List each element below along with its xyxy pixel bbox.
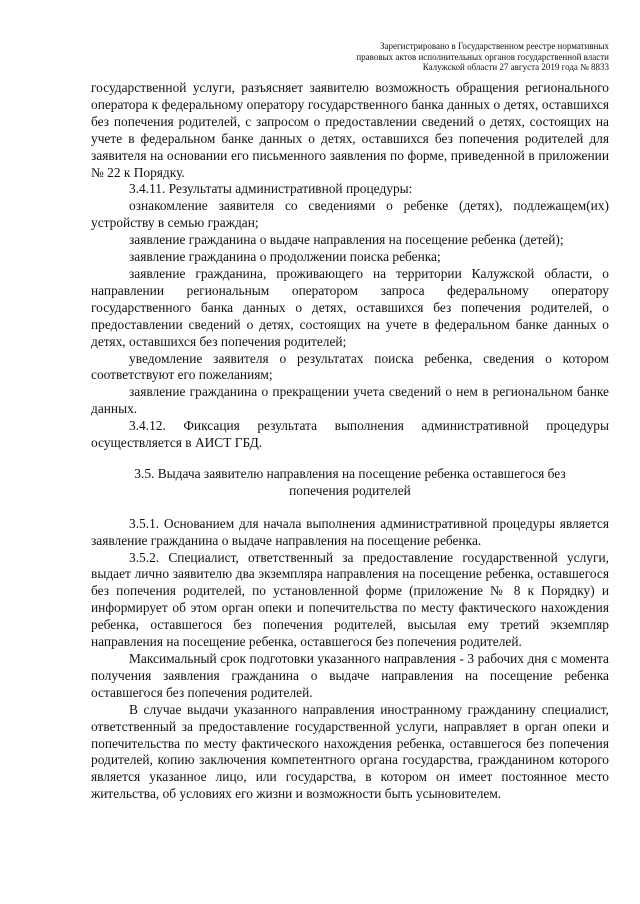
result-item-notification: уведомление заявителя о результатах поиска ребенка, сведения о котором соответствуют его пожеланиям;	[91, 350, 609, 383]
paragraph-3-4-11: 3.4.11. Результаты административной процедуры:	[129, 181, 413, 197]
paragraph-continuation: государственной услуги, разъясняет заявителю возможность обращения регионального оператора к федеральному оператору государственного банка данных о детях, оставшихся без попечения родителей, с запросом о предоставлении сведений о детях, состоящих на учете в федеральном банке данных о детях, оставшихся без попечения родителей для заявителя на основании его письменного заявления по форме, приведенной в приложении № 22 к Порядку.	[91, 80, 609, 180]
registration-stamp	[309, 41, 609, 73]
result-item-visit-application: заявление гражданина о выдаче направления на посещение ребенка (детей);	[129, 232, 564, 248]
result-item-federal-request: заявление гражданина, проживающего на территории Калужской области, о направлении региональным оператором запроса федеральному оператору государственного банка данных о детях, оставшихся без попечения родителей, о предоставлении сведений о детях, состоящих на учете в федеральном банке данных о детях, оставшихся без попечения родителей;	[91, 265, 609, 349]
document-body	[91, 80, 609, 803]
paragraph-3-5-2: 3.5.2. Специалист, ответственный за предоставление государственной услуги, выдает лично заявителю два экземпляра направления на посещение ребенка, оставшегося без попечения родителей, по установленной форме (приложение № 8 к Порядку) и информирует об этом орган опеки и попечительства по месту фактического нахождения ребенка, оставшегося без попечения родителей, высылая ему третий экземпляр направления на посещение ребенка, оставшегося без попечения родителей.	[91, 549, 609, 650]
registration-line-2: правовых актов исполнительных органов государственной власти	[356, 51, 609, 62]
section-heading-3-5: 3.5. Выдача заявителю направления на посещение ребенка оставшегося без попечения родителей	[134, 465, 566, 498]
registration-line-3: Калужской области 27 августа 2019 года № 8833	[422, 62, 609, 72]
result-item-termination: заявление гражданина о прекращении учета сведений о нем в региональном банке данных.	[91, 384, 609, 417]
paragraph-3-5-1: 3.5.1. Основанием для начала выполнения административной процедуры является заявление гражданина о выдаче направления на посещение ребенка.	[91, 515, 609, 548]
result-item-familiarization: ознакомление заявителя со сведениями о ребенке (детях), подлежащем(их) устройству в семью граждан;	[91, 198, 609, 231]
result-item-continue-search: заявление гражданина о продолжении поиска ребенка;	[129, 249, 441, 265]
registration-line-1: Зарегистрировано в Государственном реестре нормативных	[379, 41, 609, 51]
paragraph-3-4-12: 3.4.12. Фиксация результата выполнения административной процедуры осуществляется в АИСТ ГБД.	[91, 418, 609, 451]
paragraph-foreign-citizen: В случае выдачи указанного направления иностранному гражданину специалист, ответственный за предоставление государственной услуги, направляет в орган опеки и попечительства по месту фактического нахождения ребенка, оставшегося без попечения родителей, копию заключения компетентного органа государства, гражданином которого является указанное лицо, или государства, в котором он имеет постоянное место жительства, об условиях его жизни и возможности быть усыновителем.	[91, 701, 609, 802]
paragraph-max-term: Максимальный срок подготовки указанного направления - 3 рабочих дня с момента получения заявления гражданина о выдаче направления на посещение ребенка оставшегося без попечения родителей.	[91, 651, 609, 700]
